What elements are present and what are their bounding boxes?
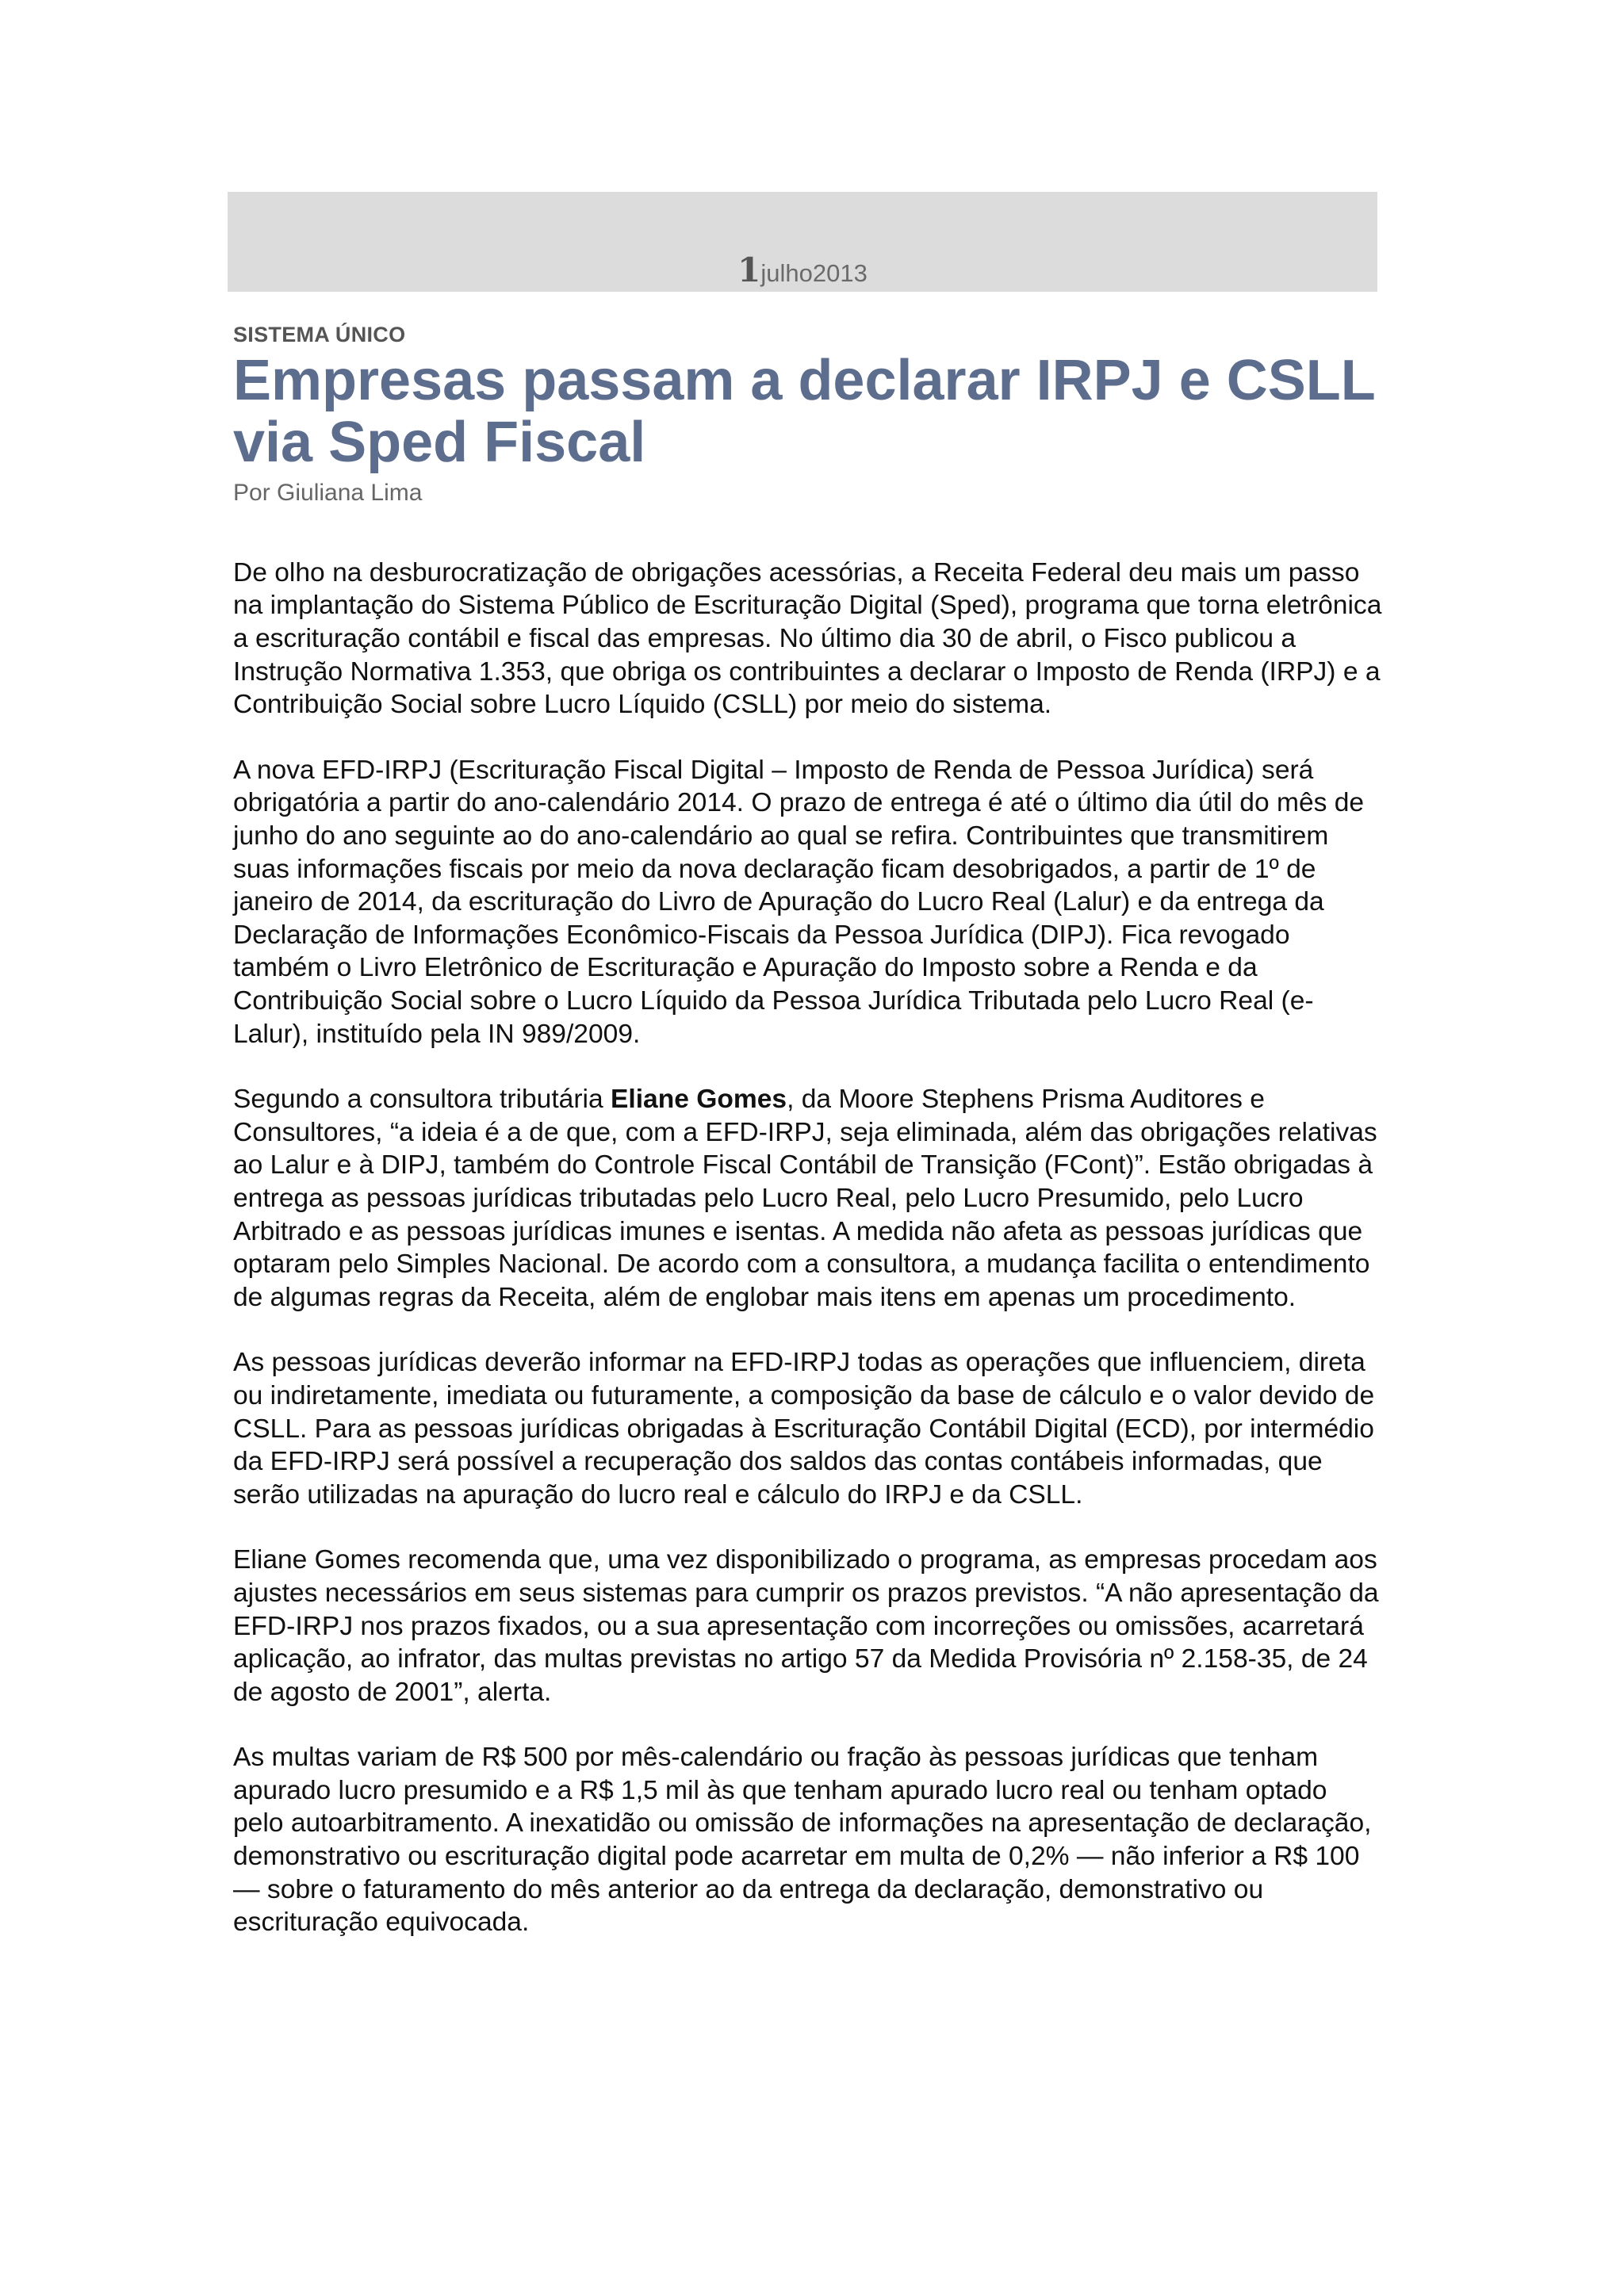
paragraph-3 bbox=[233, 1083, 1383, 1314]
paragraph-3-lead: Segundo a consultora tributária bbox=[233, 1085, 611, 1115]
paragraph-2: A nova EFD-IRPJ (Escrituração Fiscal Digital – Imposto de Renda de Pessoa Jurídica) será obrigatória a partir do ano-calendário 2014. O prazo de entrega é até o último dia útil do mês de junho do ano seguinte ao do ano-calendário ao qual se refira. Contribuintes que transmitirem suas informações fiscais por meio da nova declaração ficam desobrigados, a partir de 1º de janeiro de 2014, da escrituração do Livro de Apuração do Lucro Real (Lalur) e da entrega da Declaração de Informações Econômico-Fiscais da Pessoa Jurídica (DIPJ). Fica revogado também o Livro Eletrônico de Escrituração e Apuração do Imposto sobre a Renda e da Contribuição Social sobre o Lucro Líquido da Pessoa Jurídica Tributada pelo Lucro Real (e-Lalur), instituído pela IN 989/2009. bbox=[233, 755, 1365, 1049]
paragraph-1: De olho na desburocratização de obrigações acessórias, a Receita Federal deu mais um passo na implantação do Sistema Público de Escrituração Digital (Sped), programa que torna eletrônica a escrituração contábil e fiscal das empresas. No último dia 30 de abril, o Fisco publicou a Instrução Normativa 1.353, que obriga os contribuintes a declarar o Imposto de Renda (IRPJ) e a Contribuição Social sobre Lucro Líquido (CSLL) por meio do sistema. bbox=[233, 557, 1382, 720]
issue-date bbox=[228, 251, 1377, 289]
article bbox=[233, 322, 1383, 1972]
article-body bbox=[233, 557, 1383, 1939]
issue-day: 1 bbox=[737, 251, 761, 289]
article-byline: Por Giuliana Lima bbox=[233, 479, 423, 506]
paragraph-5: Eliane Gomes recomenda que, uma vez disponibilizado o programa, as empresas procedam aos ajustes necessários em seus sistemas para cumprir os prazos previstos. “A não apresentação da EFD-IRPJ nos prazos fixados, ou a sua apresentação com incorreções ou omissões, acarretará aplicação, ao infrator, das multas previstas no artigo 57 da Medida Provisória nº 2.158-35, de 24 de agosto de 2001”, alerta. bbox=[233, 1545, 1379, 1707]
issue-month-year: julho2013 bbox=[760, 259, 868, 287]
paragraph-4: As pessoas jurídicas deverão informar na EFD-IRPJ todas as operações que influenciem, direta ou indiretamente, imediata ou futuramente, a composição da base de cálculo e o valor devido de CSLL. Para as pessoas jurídicas obrigadas à Escrituração Contábil Digital (ECD), por intermédio da EFD-IRPJ será possível a recuperação dos saldos das contas contábeis informadas, que serão utilizadas na apuração do lucro real e cálculo do IRPJ e da CSLL. bbox=[233, 1348, 1375, 1510]
consultant-name: Eliane Gomes bbox=[611, 1085, 787, 1115]
article-title: Empresas passam a declarar IRPJ e CSLL via Sped Fiscal bbox=[233, 349, 1375, 475]
section-kicker: SISTEMA ÚNICO bbox=[233, 323, 406, 346]
paragraph-6: As multas variam de R$ 500 por mês-calendário ou fração às pessoas jurídicas que tenham apurado lucro presumido e a R$ 1,5 mil às que tenham apurado lucro real ou tenham optado pelo autoarbitramento. A inexatidão ou omissão de informações na apresentação de declaração, demonstrativo ou escrituração digital pode acarretar em multa de 0,2% — não inferior a R$ 100 — sobre o faturamento do mês anterior ao da entrega da declaração, demonstrativo ou escrituração equivocada. bbox=[233, 1743, 1372, 1938]
issue-date-banner bbox=[228, 192, 1377, 292]
paragraph-3-rest: , da Moore Stephens Prisma Auditores e Consultores, “a ideia é a de que, com a EFD-IRPJ, seja eliminada, além das obrigações relativas ao Lalur e à DIPJ, também do Controle Fiscal Contábil de Transição (FCont)”. Estão obrigadas à entrega as pessoas jurídicas tributadas pelo Lucro Real, pelo Lucro Presumido, pelo Lucro Arbitrado e as pessoas jurídicas imunes e isentas. A medida não afeta as pessoas jurídicas que optaram pelo Simples Nacional. De acordo com a consultora, a mudança facilita o entendimento de algumas regras da Receita, além de englobar mais itens em apenas um procedimento. bbox=[233, 1085, 1377, 1312]
